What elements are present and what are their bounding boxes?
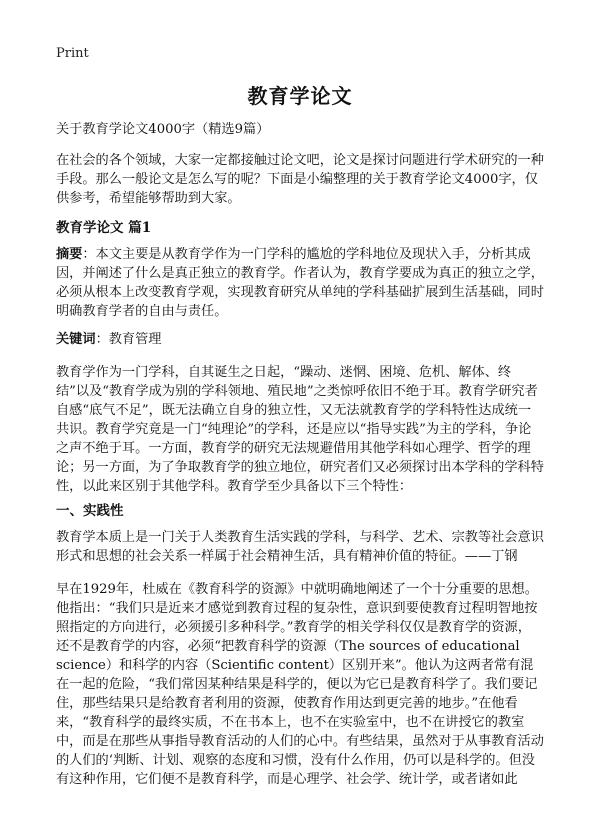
abstract-label: 摘要 (56, 247, 83, 262)
keywords-label: 关键词 (56, 332, 96, 347)
body-paragraph-3: 早在1929年，杜威在《教育科学的资源》中就明确地阐述了一个十分重要的思想。他指出：“我们只是近来才感觉到教育过程的复杂性，意识到要使教育过程明智地按照指定的方向进行，必须援引多种科学。”教育学的相关学科仅仅是教育学的资源，还不是教育学的内容，必须“把教育科学的资源（The sources of educational science）和科学的内容（Scientific content）区别开来”。他认为这两者常有混在一起的危险，“我们常因某种结果是科学的，便以为它已是教育科学了。我们要记住，那些结果只是给教育者利用的资源，使教育作用达到更完善的地步。”在他看来，“教育科学的最终实质，不在书本上，也不在实验室中，也不在讲授它的教室中，而是在那些从事指导教育活动的人们的心中。有些结果，虽然对于从事教育活动的人们的‘判断、计划、观察的态度和习惯，没有什么作用，仍可以是科学的。但没有这种作用，它们便不是教育科学，而是心理学、社会学、统计学，或者诸如此 (56, 582, 544, 787)
article-heading: 教育学论文 篇1 (56, 220, 152, 236)
page-title: 教育学论文 (247, 84, 353, 108)
keywords-line (56, 330, 544, 349)
body-paragraph-2: 教育学本质上是一门关于人类教育生活实践的学科，与科学、艺术、宗教等社会意识形式和思想的社会关系一样属于社会精神生活，具有精神价值的特征。——丁钢 (56, 530, 544, 564)
abstract-text: ：本文主要是从教育学作为一门学科的尴尬的学科地位及现状入手，分析其成因，并阐述了什么是真正独立的教育学。作者认为，教育学要成为真正的独立之学，必须从根本上改变教育学观，实现教育研究从单纯的学科基础扩展到生活基础，同时明确教育学者的自由与责任。 (56, 247, 544, 319)
abstract-paragraph (56, 245, 544, 321)
print-link[interactable]: Print (56, 46, 89, 61)
section-heading: 一、实践性 (56, 503, 124, 519)
keywords-text: ：教育管理 (95, 332, 162, 347)
document-subtitle: 关于教育学论文4000字（精选9篇） (56, 122, 270, 137)
body-paragraph-1: 教育学作为一门学科，自其诞生之日起，“躁动、迷惘、困境、危机、解体、终结”以及“教育学成为别的学科领地、殖民地”之类惊呼依旧不绝于耳。教育学研究者自感“底气不足”，既无法确立自身的独立性，又无法就教育学的学科特性达成统一共识。教育学究竟是一门“纯理论”的学科，还是应以“指导实践”为主的学科，争论之声不绝于耳。一方面，教育学的研究无法规避借用其他学科如心理学、哲学的理论；另一方面，为了争取教育学的独立地位，研究者们又必须探讨出本学科的学科特性，以此来区别于其他学科。教育学至少具备以下三个特性： (56, 365, 544, 494)
intro-paragraph: 在社会的各个领域，大家一定都接触过论文吧，论文是探讨问题进行学术研究的一种手段。那么一般论文是怎么写的呢？下面是小编整理的关于教育学论文4000字，仅供参考，希望能够帮助到大家。 (56, 153, 544, 206)
